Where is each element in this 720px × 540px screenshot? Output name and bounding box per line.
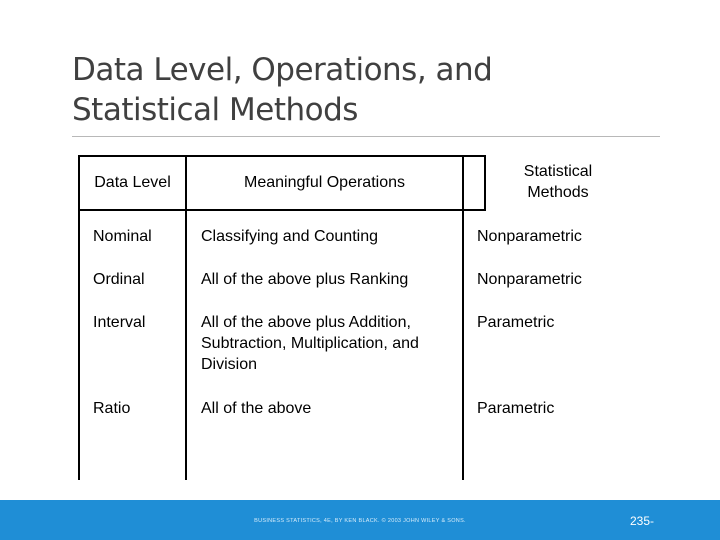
cell-method-interval: Parametric: [477, 314, 555, 331]
title-divider: [72, 136, 660, 137]
cell-ops-ordinal: All of the above plus Ranking: [201, 271, 409, 288]
cell-method-nominal: Nonparametric: [477, 228, 582, 245]
cell-method-ordinal: Nonparametric: [477, 271, 582, 288]
table-top-border: [78, 155, 486, 157]
footer-credit: BUSINESS STATISTICS, 4E, BY KEN BLACK. © 2003 JOHN WILEY & SONS.: [254, 518, 466, 524]
header-meaningful-operations: Meaningful Operations: [244, 174, 405, 191]
slide-title: [72, 50, 672, 130]
table-col-divider-1: [185, 155, 187, 480]
slide-title-line-2: Statistical Methods: [72, 92, 358, 128]
page-number: 235-: [630, 514, 655, 528]
cell-level-ordinal: Ordinal: [93, 271, 145, 288]
cell-ops-ratio: All of the above: [201, 400, 312, 417]
header-methods-line-1: Statistical: [523, 163, 593, 180]
cell-ops-interval-line-1: All of the above plus Addition,: [201, 314, 411, 331]
cell-ops-interval-line-2: Subtraction, Multiplication, and: [201, 335, 419, 352]
table-header-divider: [78, 209, 486, 211]
cell-level-nominal: Nominal: [93, 228, 152, 245]
cell-ops-interval-line-3: Division: [201, 356, 258, 373]
slide-title-line-1: Data Level, Operations, and: [72, 52, 493, 88]
cell-level-interval: Interval: [93, 314, 146, 331]
header-methods-line-2: Methods: [527, 184, 589, 201]
table-left-border: [78, 155, 80, 480]
header-statistical-methods: [464, 161, 652, 203]
cell-ops-interval: [201, 312, 419, 375]
header-data-level: Data Level: [94, 174, 171, 191]
table-col-divider-2: [462, 155, 464, 480]
cell-ops-nominal: Classifying and Counting: [201, 228, 378, 245]
cell-level-ratio: Ratio: [93, 400, 131, 417]
cell-method-ratio: Parametric: [477, 400, 555, 417]
